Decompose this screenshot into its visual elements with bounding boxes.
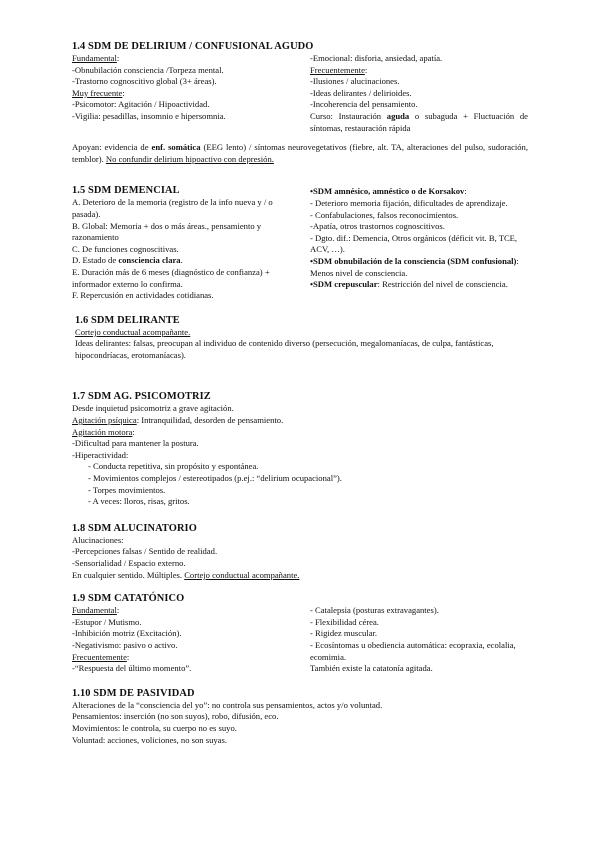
section-title: 1.9 SDM CATATÓNICO <box>72 593 185 605</box>
sub-list-item: - Torpes movimientos. <box>88 484 166 495</box>
list-item: Movimientos: le controla, su cuerpo no es suyo. <box>72 722 237 733</box>
section-delirante <box>72 314 528 362</box>
document-page <box>72 40 528 746</box>
section-catatonico <box>72 592 528 675</box>
section-title: 1.10 SDM DE PASIVIDAD <box>72 687 195 699</box>
list-item: -Apatía, otros trastornos cognoscitivos. <box>310 221 445 232</box>
sub-list-item: - Conducta repetitiva, sin propósito y espontánea. <box>88 461 259 472</box>
section-alucinatorio <box>72 522 528 581</box>
list-item: -Inhibición motriz (Excitación). <box>72 628 182 639</box>
list-item: -Emocional: disforia, ansiedad, apatía. <box>310 53 443 63</box>
list-item: - Deterioro memoria fijación, dificultades de aprendizaje. <box>310 197 508 208</box>
list-item: - Confabulaciones, falsos reconocimientos. <box>310 209 459 220</box>
list-item: -Ilusiones / alucinaciones. <box>310 76 400 87</box>
list-item: - Rigidez muscular. <box>310 628 378 639</box>
curso-text: Curso: Instauración aguda o subaguda + Fluctuación de síntomas, restauración rápida <box>310 110 528 133</box>
two-column-block <box>72 605 528 675</box>
list-item: -Percepciones falsas / Sentido de realidad. <box>72 546 218 557</box>
list-item: •SDM amnésico, amnéstico o de Korsakov: <box>310 186 467 197</box>
frecuentemente-heading: Frecuentemente: <box>310 64 368 75</box>
ideas-text: Ideas delirantes: falsas, preocupan al individuo de contenido diverso (persecución, megalomaníacas, de culpa, fantásticas, hipocondríacas, erotomaníacas). <box>75 338 494 360</box>
list-item: C. De funciones cognoscitivas. <box>72 243 179 254</box>
list-item: En cualquier sentido. Múltiples. Cortejo conductual acompañante. <box>72 569 300 580</box>
list-item: Alteraciones de la “consciencia del yo”: no controla sus pensamientos, actos y/o voluntad. <box>72 699 383 710</box>
list-item: E. Duración más de 6 meses (diagnóstico de confianza) + informador externo lo confirma. <box>72 266 270 289</box>
two-column-block <box>72 184 528 301</box>
list-item: Desde inquietud psicomotriz a grave agitación. <box>72 403 234 414</box>
cortejo-text: Cortejo conductual acompañante. <box>75 326 191 337</box>
right-column <box>310 184 528 301</box>
apoyan-paragraph: Apoyan: evidencia de enf. somática (EEG lento) / síntomas neurovegetativos (fiebre, alt. TA, alteraciones del pulso, sudoración, temblor). No confundir delirium hipoactivo con depresión. <box>72 142 529 164</box>
list-item: F. Repercusión en actividades cotidianas. <box>72 290 214 301</box>
list-item: Agitación motora: <box>72 426 135 437</box>
list-item: - Catalepsia (posturas extravagantes). <box>310 605 439 616</box>
list-item: Pensamientos: inserción (no son suyos), robo, difusión, eco. <box>72 711 279 722</box>
sub-list-item: - A veces: lloros, risas, gritos. <box>88 496 190 507</box>
list-item: - Flexibilidad cérea. <box>310 616 379 627</box>
list-item: - Ecosíntomas u obediencia automática: ecopraxia, ecolalia, ecomimia. <box>310 639 516 662</box>
list-item: -Ideas delirantes / delirioides. <box>310 87 412 98</box>
list-item: •SDM crepuscular: Restricción del nivel de consciencia. <box>310 279 508 290</box>
muy-frecuente-heading: Muy frecuente: <box>72 87 125 98</box>
right-column <box>310 605 528 675</box>
list-item: -Incoherencia del pensamiento. <box>310 99 418 110</box>
list-item: -“Respuesta del último momento”. <box>72 663 192 674</box>
fundamental-heading: Fundamental: <box>72 53 120 63</box>
list-item: -Sensorialidad / Espacio externo. <box>72 558 186 568</box>
left-column <box>72 53 296 134</box>
list-item: -Obnubilación consciencia /Torpeza mental. <box>72 64 224 75</box>
section-title: 1.6 SDM DELIRANTE <box>75 314 180 326</box>
section-delirium <box>72 40 528 165</box>
section-agitacion <box>72 390 528 507</box>
fundamental-heading: Fundamental: <box>72 605 120 616</box>
section-title: 1.7 SDM AG. PSICOMOTRIZ <box>72 391 211 403</box>
list-item: -Hiperactividad: <box>72 449 129 460</box>
list-item: -Estupor / Mutismo. <box>72 616 142 627</box>
section-demencial <box>72 184 528 301</box>
list-item: También existe la catatonía agitada. <box>310 663 433 674</box>
list-item: •SDM obnubilación de la consciencia (SDM confusional): Menos nivel de consciencia. <box>310 255 519 278</box>
list-item: Agitación psíquica: Intranquilidad, desorden de pensamiento. <box>72 415 284 426</box>
section-title: 1.8 SDM ALUCINATORIO <box>72 522 197 534</box>
list-item: -Dificultad para mantener la postura. <box>72 438 199 449</box>
list-item: Voluntad: acciones, voliciones, no son suyas. <box>72 734 227 745</box>
frecuentemente-heading: Frecuentemente: <box>72 651 130 662</box>
two-column-block <box>72 53 528 134</box>
section-pasividad <box>72 687 528 746</box>
list-item: B. Global: Memoria + dos o más áreas., pensamiento y razonamiento <box>72 220 262 243</box>
list-item: Alucinaciones: <box>72 534 124 545</box>
right-column <box>310 53 528 134</box>
list-item: - Dgto. dif.: Demencia, Otros orgánicos (déficit vit. B, TCE, ACV, …). <box>310 232 518 255</box>
list-item: -Trastorno cognoscitivo global (3+ áreas). <box>72 76 217 87</box>
left-column <box>72 605 296 675</box>
sub-list-item: - Movimientos complejos / estereotipados (p.ej.: “delirium ocupacional”). <box>88 473 342 484</box>
list-item: -Psicomotor: Agitación / Hipoactividad. <box>72 99 210 110</box>
left-column <box>72 184 296 301</box>
list-item: -Negativismo: pasivo o activo. <box>72 639 178 650</box>
list-item: A. Deterioro de la memoria (registro de la info nueva y / o pasada). <box>72 197 273 219</box>
list-item: D. Estado de consciencia clara. <box>72 255 183 266</box>
section-title: 1.4 SDM DE DELIRIUM / CONFUSIONAL AGUDO <box>72 41 314 52</box>
section-title: 1.5 SDM DEMENCIAL <box>72 185 180 197</box>
list-item: -Vigilia: pesadillas, insomnio e hipersomnia. <box>72 110 226 121</box>
